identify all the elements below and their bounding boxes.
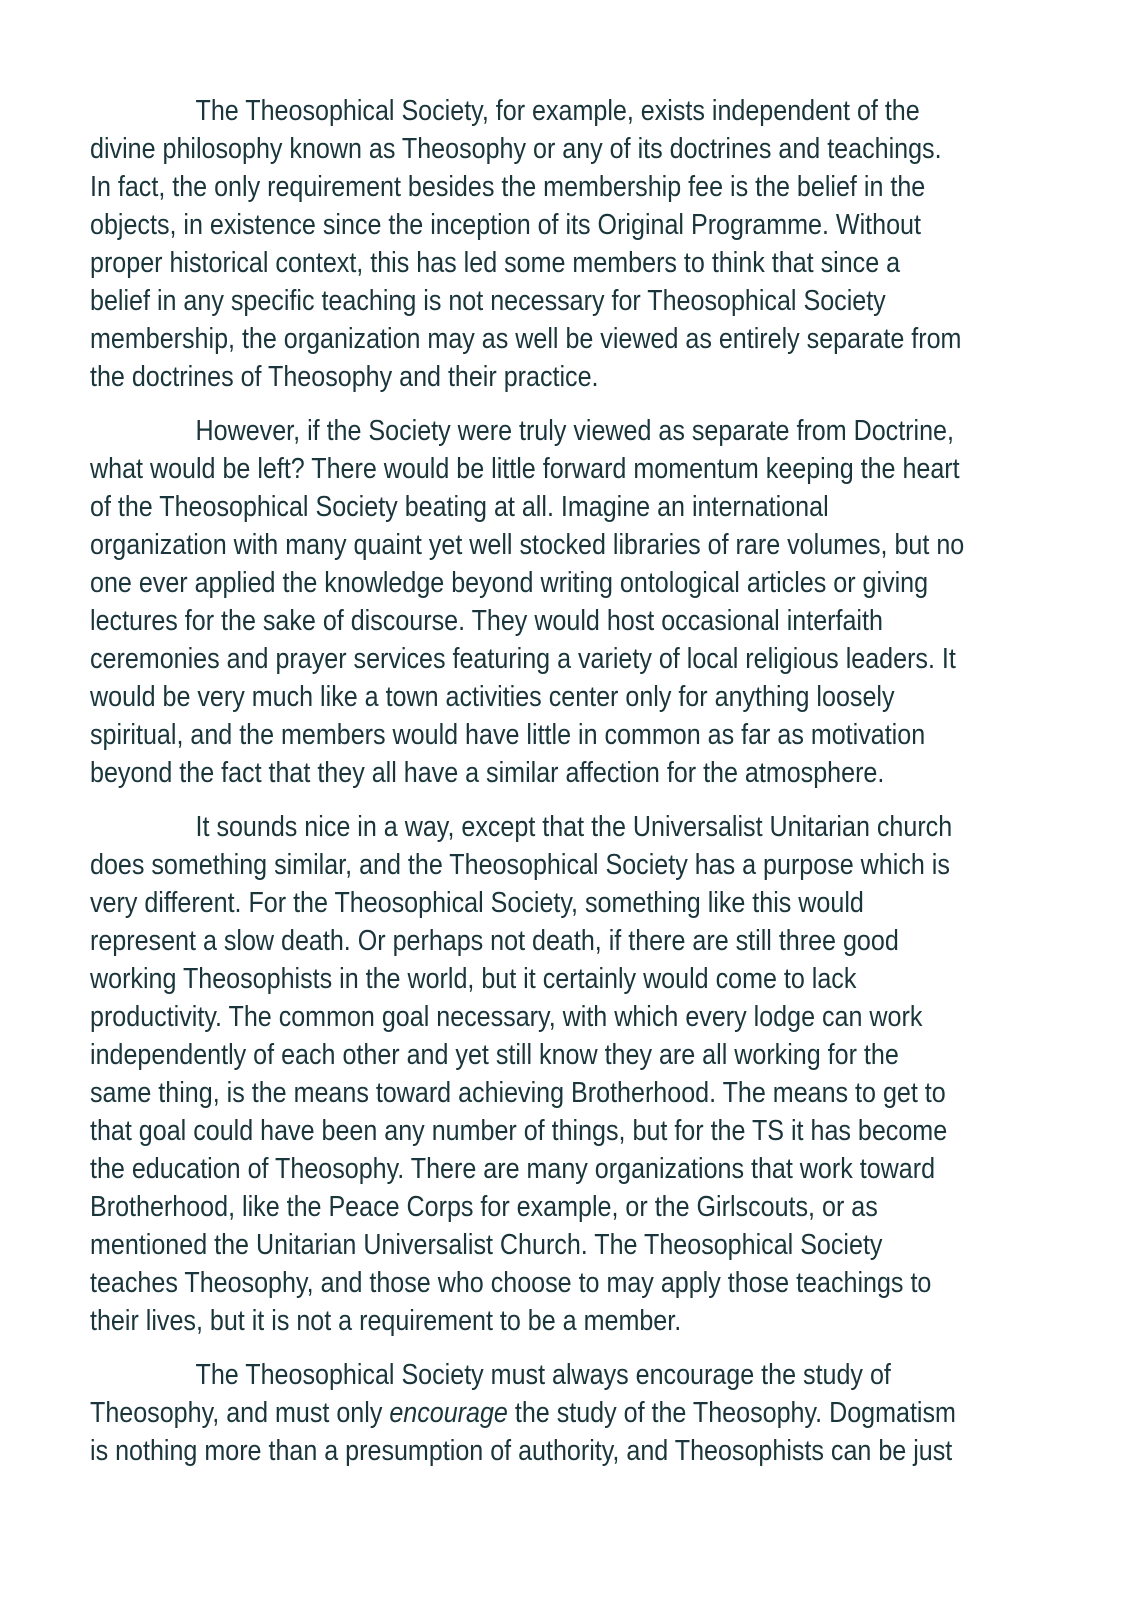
text-segment: lectures for the sake of discourse. They would host occasional interfaith xyxy=(90,605,883,637)
text-segment: what would be left? There would be little forward momentum keeping the heart xyxy=(90,453,960,485)
text-segment: the doctrines of Theosophy and their practice. xyxy=(90,361,599,393)
text-segment: proper historical context, this has led some members to think that since a xyxy=(90,247,901,279)
text-line xyxy=(90,168,1000,206)
text-segment: divine philosophy known as Theosophy or any of its doctrines and teachings. xyxy=(90,133,942,165)
text-line xyxy=(90,412,1000,450)
text-segment: that goal could have been any number of things, but for the TS it has become xyxy=(90,1115,948,1147)
text-line xyxy=(90,640,1000,678)
text-segment: Theosophy, and must only xyxy=(90,1397,390,1429)
text-segment: represent a slow death. Or perhaps not death, if there are still three good xyxy=(90,925,899,957)
text-line xyxy=(90,960,1000,998)
paragraph xyxy=(90,1356,1142,1470)
text-line xyxy=(90,450,1000,488)
text-line xyxy=(90,1036,1000,1074)
text-segment: organization with many quaint yet well stocked libraries of rare volumes, but no xyxy=(90,529,965,561)
text-segment: one ever applied the knowledge beyond writing ontological articles or giving xyxy=(90,567,929,599)
paragraph xyxy=(90,412,1142,792)
text-line xyxy=(90,1150,1000,1188)
text-line xyxy=(90,1112,1000,1150)
text-line xyxy=(90,754,1000,792)
text-line xyxy=(90,1302,1000,1340)
text-segment: The Theosophical Society must always encourage the study of xyxy=(195,1359,891,1391)
text-line xyxy=(90,678,1000,716)
text-line xyxy=(90,1394,1000,1432)
text-segment: The Theosophical Society, for example, exists independent of the xyxy=(195,95,920,127)
text-segment: ceremonies and prayer services featuring a variety of local religious leaders. It xyxy=(90,643,956,675)
text-segment: In fact, the only requirement besides the membership fee is the belief in the xyxy=(90,171,926,203)
italic-text: encourage xyxy=(389,1397,508,1429)
text-segment: membership, the organization may as well be viewed as entirely separate from xyxy=(90,323,962,355)
text-segment: working Theosophists in the world, but it certainly would come to lack xyxy=(90,963,857,995)
text-line xyxy=(90,526,1000,564)
text-line xyxy=(90,320,1000,358)
text-segment: It sounds nice in a way, except that the Universalist Unitarian church xyxy=(195,811,953,843)
text-line xyxy=(90,92,1000,130)
text-segment: belief in any specific teaching is not necessary for Theosophical Society xyxy=(90,285,886,317)
text-line xyxy=(90,808,1000,846)
text-line xyxy=(90,130,1000,168)
text-segment: teaches Theosophy, and those who choose to may apply those teachings to xyxy=(90,1267,932,1299)
text-line xyxy=(90,1188,1000,1226)
text-line xyxy=(90,564,1000,602)
text-segment: their lives, but it is not a requirement to be a member. xyxy=(90,1305,682,1337)
text-segment: is nothing more than a presumption of authority, and Theosophists can be just xyxy=(90,1435,953,1467)
text-line xyxy=(90,884,1000,922)
text-segment: does something similar, and the Theosophical Society has a purpose which is xyxy=(90,849,950,881)
text-segment: beyond the fact that they all have a similar affection for the atmosphere. xyxy=(90,757,885,789)
text-segment: However, if the Society were truly viewed as separate from Doctrine, xyxy=(195,415,954,447)
text-line xyxy=(90,358,1000,396)
text-line xyxy=(90,282,1000,320)
text-segment: same thing, is the means toward achieving Brotherhood. The means to get to xyxy=(90,1077,946,1109)
text-segment: productivity. The common goal necessary, with which every lodge can work xyxy=(90,1001,923,1033)
text-segment: the education of Theosophy. There are many organizations that work toward xyxy=(90,1153,936,1185)
text-segment: the study of the Theosophy. Dogmatism xyxy=(507,1397,956,1429)
text-segment: of the Theosophical Society beating at all. Imagine an international xyxy=(90,491,829,523)
text-line xyxy=(90,206,1000,244)
text-line xyxy=(90,488,1000,526)
text-line xyxy=(90,244,1000,282)
text-line xyxy=(90,1264,1000,1302)
text-line xyxy=(90,998,1000,1036)
text-line xyxy=(90,1074,1000,1112)
text-line xyxy=(90,1356,1000,1394)
text-line xyxy=(90,602,1000,640)
text-segment: spiritual, and the members would have little in common as far as motivation xyxy=(90,719,926,751)
paragraph xyxy=(90,92,1142,396)
text-segment: would be very much like a town activities center only for anything loosely xyxy=(90,681,895,713)
text-segment: very different. For the Theosophical Society, something like this would xyxy=(90,887,864,919)
text-line xyxy=(90,1226,1000,1264)
text-segment: objects, in existence since the inception of its Original Programme. Without xyxy=(90,209,921,241)
text-line xyxy=(90,922,1000,960)
text-segment: mentioned the Unitarian Universalist Church. The Theosophical Society xyxy=(90,1229,883,1261)
text-line xyxy=(90,846,1000,884)
text-segment: Brotherhood, like the Peace Corps for example, or the Girlscouts, or as xyxy=(90,1191,878,1223)
text-line xyxy=(90,1432,1000,1470)
text-line xyxy=(90,716,1000,754)
paragraph xyxy=(90,808,1142,1340)
text-segment: independently of each other and yet still know they are all working for the xyxy=(90,1039,899,1071)
